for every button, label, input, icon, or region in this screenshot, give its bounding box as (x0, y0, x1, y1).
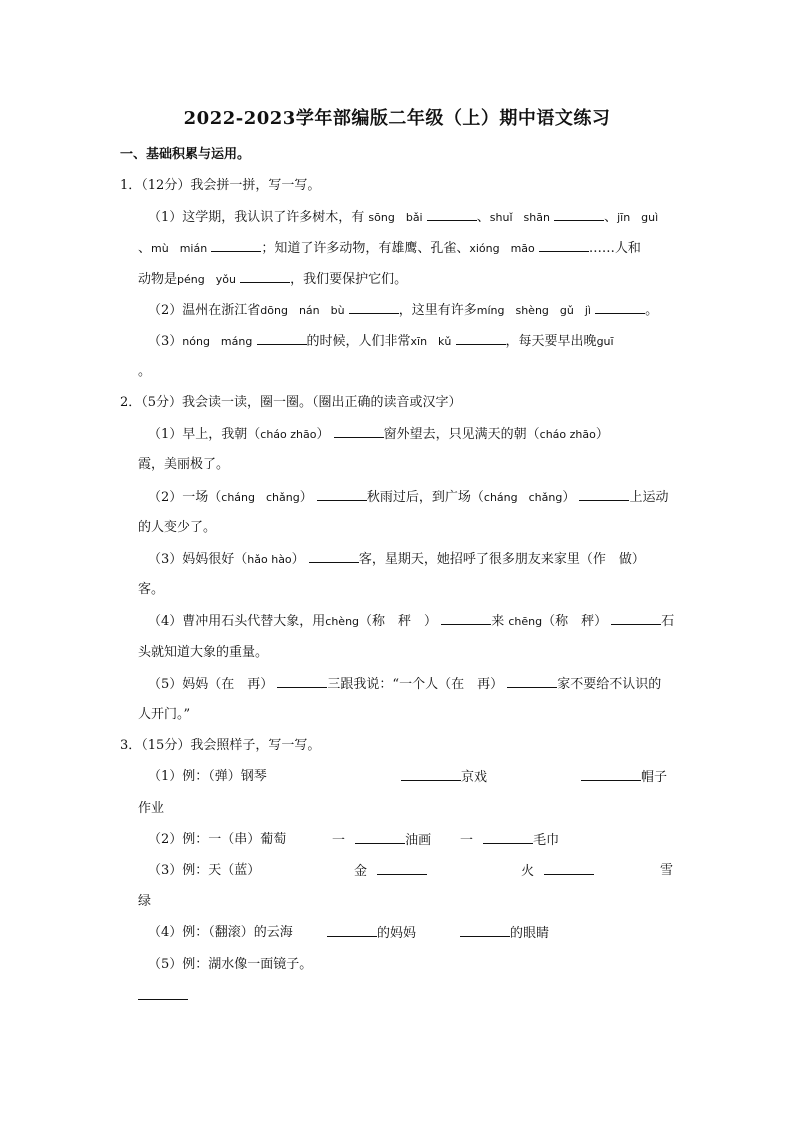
answer-blank[interactable] (441, 612, 491, 625)
pinyin-shuishan: shuǐ shān (489, 211, 550, 224)
pinyin-choice[interactable]: cháo zhāo (539, 428, 596, 441)
pinyin-choice[interactable]: cháng chǎng (221, 491, 300, 504)
pinyin-pengyou: péng yǒu (177, 273, 236, 286)
answer-blank[interactable] (349, 301, 399, 314)
q1-part1-line2: 、mù mián ；知道了许多动物，有雄鹰、孔雀、xióng māo ……人和 (138, 241, 641, 256)
answer-blank[interactable] (539, 239, 589, 252)
answer-blank[interactable] (401, 768, 461, 781)
q1-part3: （3）nóng máng 的时候，人们非常xīn kǔ ，每天要早出晚guī (148, 334, 614, 349)
answer-blank[interactable] (483, 831, 533, 844)
q3-part1-item3: 作业 (138, 801, 165, 816)
question-2-heading: 2．（5分）我会读一读，圈一圈。（圈出正确的读音或汉字） (120, 395, 462, 410)
question-3-heading: 3．（15分）我会照样子，写一写。 (120, 738, 321, 753)
page-title: 2022-2023学年部编版二年级（上）期中语文练习 (183, 108, 611, 129)
q1-part1-line3: 动物是péng yǒu ，我们要保护它们。 (138, 272, 408, 287)
answer-blank[interactable] (355, 831, 405, 844)
answer-blank[interactable] (277, 675, 327, 688)
q3-part1-item1: 京戏 (401, 768, 487, 787)
answer-blank[interactable] (544, 862, 594, 875)
pinyin-xiongmao: xióng māo (469, 242, 535, 255)
q3-part1-example: （1）例：（弹）钢琴 (148, 769, 267, 784)
q3-part2-item2: 一 毛巾 (460, 833, 560, 848)
answer-blank[interactable] (581, 768, 641, 781)
q2-part2-line2: 的人变少了。 (138, 520, 217, 535)
answer-blank[interactable] (317, 488, 367, 501)
answer-blank[interactable] (579, 488, 629, 501)
q3-part3-item3: 雪 (660, 863, 674, 878)
answer-blank[interactable] (257, 332, 307, 345)
pinyin-dongnanbu: dōng nán bù (260, 304, 345, 317)
q3-part2-item1: 一 油画 (332, 833, 432, 848)
q2-part3-line2: 客。 (138, 582, 165, 597)
pinyin-cheng: chèng (325, 615, 360, 628)
pinyin-gui: guī (596, 335, 614, 348)
answer-blank[interactable] (327, 924, 377, 937)
pinyin-choice[interactable]: hǎo hào (247, 553, 292, 566)
q1-part3-end: 。 (138, 364, 152, 379)
section-heading: 一、基础积累与运用。 (120, 147, 251, 162)
pinyin-songbai: sōng bǎi (368, 211, 423, 224)
q3-part3-item2: 火 (521, 862, 594, 881)
answer-blank[interactable] (554, 208, 604, 221)
q3-part2-example: （2）例：一（串）葡萄 (148, 832, 287, 847)
pinyin-jingui: jīn guì (617, 211, 659, 224)
answer-blank[interactable] (211, 239, 261, 252)
q2-part1-line1: （1）早上，我朝（cháo zhāo） 窗外望去，只见满天的朝（cháo zhāo） (148, 427, 609, 442)
answer-blank[interactable] (309, 550, 359, 563)
q1-part2: （2）温州在浙江省dōng nán bù ，这里有许多míng shèng gǔ jì 。 (148, 303, 659, 318)
question-1-heading: 1．（12分）我会拼一拼，写一写。 (120, 178, 321, 193)
q3-part4-item2: 的眼睛 (460, 924, 549, 943)
q1-part1-line1: （1）这学期，我认识了许多树木，有 sōng bǎi 、shuǐ shān 、jīn guì (148, 210, 659, 225)
q3-part3-example: （3）例：天（蓝） (148, 863, 261, 878)
answer-blank[interactable] (138, 987, 188, 1000)
answer-blank[interactable] (240, 270, 290, 283)
q3-part3-item4: 绿 (138, 894, 152, 909)
answer-blank[interactable] (595, 301, 645, 314)
q3-part4-example: （4）例：（翻滚）的云海 (148, 925, 293, 940)
q3-part5-blank-row (138, 987, 188, 1006)
q3-part5-example: （5）例：湖水像一面镜子。 (148, 957, 313, 972)
q2-part5-line2: 人开门。” (138, 707, 191, 722)
pinyin-nongmang: nóng máng (182, 335, 253, 348)
pinyin-mingshengguji: míng shèng gǔ jì (476, 304, 591, 317)
pinyin-cheng: chēng (508, 615, 543, 628)
answer-blank[interactable] (611, 612, 661, 625)
q2-part4-line2: 头就知道大象的重量。 (138, 645, 269, 660)
answer-blank[interactable] (507, 675, 557, 688)
q3-part1-item2: 帽子 (581, 768, 667, 787)
pinyin-mumian: mù mián (151, 242, 208, 255)
pinyin-choice[interactable]: cháng chǎng (483, 491, 563, 504)
q3-part4-item1: 的妈妈 (327, 924, 416, 943)
answer-blank[interactable] (456, 332, 506, 345)
q2-part1-line2: 霞，美丽极了。 (138, 457, 230, 472)
q2-part5-line1: （5）妈妈（在 再） 三跟我说：“一个人（在 再） 家不要给不认识的 (148, 677, 662, 692)
answer-blank[interactable] (427, 208, 477, 221)
q2-part3-line1: （3）妈妈很好（hǎo hào） 客，星期天，她招呼了很多朋友来家里（作 做） (148, 552, 645, 567)
q2-part4-line1: （4）曹冲用石头代替大象，用chèng（称 秤 ） 来 chēng（称 秤） 石 (148, 614, 675, 629)
q3-part3-item1: 金 (354, 862, 427, 881)
pinyin-xinku: xīn kǔ (410, 335, 452, 348)
answer-blank[interactable] (334, 425, 384, 438)
answer-blank[interactable] (460, 924, 510, 937)
pinyin-choice[interactable]: cháo zhāo (260, 428, 317, 441)
q2-part2-line1: （2）一场（cháng chǎng） 秋雨过后，到广场（cháng chǎng） 上运动 (148, 490, 669, 505)
answer-blank[interactable] (377, 862, 427, 875)
